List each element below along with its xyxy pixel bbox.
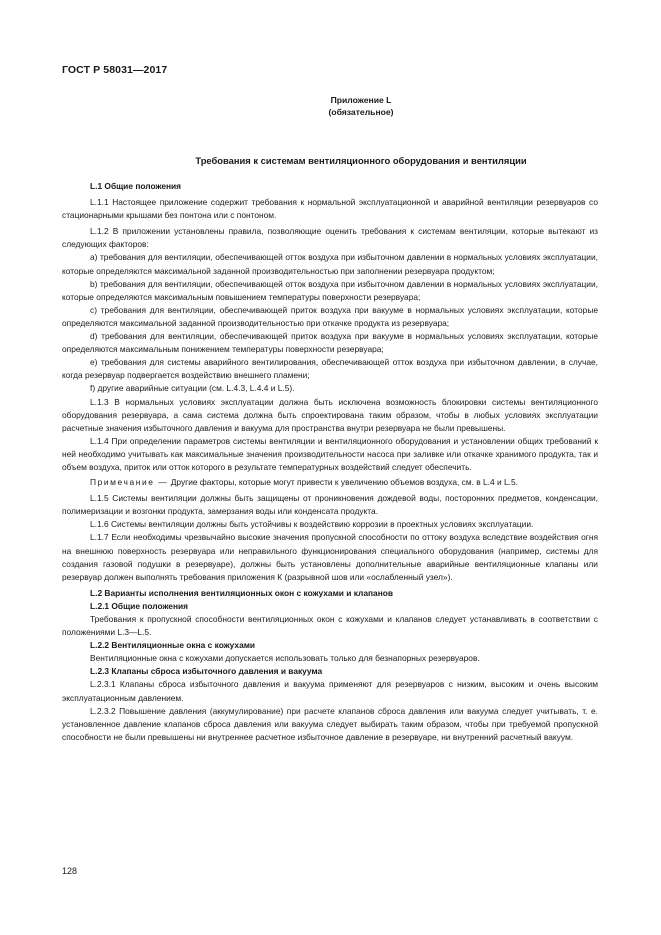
- paragraph-l2-2: Вентиляционные окна с кожухами допускается использовать только для безнапорных резервуаров.: [90, 653, 480, 664]
- paragraph-l2-3-1: L.2.3.1 Клапаны сброса избыточного давления и вакуума применяют для резервуаров с низким, высоким и очень высоким эксплуатационным давлением.: [62, 679, 598, 703]
- standard-header: ГОСТ Р 58031—2017: [62, 64, 168, 76]
- list-item-f: f) другие аварийные ситуации (см. L.4.3, L.4.4 и L.5).: [90, 383, 295, 394]
- note: [62, 476, 598, 489]
- paragraph-l2-3-2: L.2.3.2 Повышение давления (аккумулирование) при расчете клапанов сброса давления или вакуума следует учитывать, т. е. установленное давление клапанов сброса давления или вакуума следует выбирать таким образом, чтобы при требуемой пропускной способности не были превышены ни внутреннее расчетное избыточное давление в резервуаре, ни внутренний расчетный вакуум.: [62, 705, 598, 742]
- list-item-e: е) требования для системы аварийного вентилирования, обеспечивающей отток воздуха при избыточном давлении, в случае, когда резервуар подвергается воздействию внешнего пламени;: [62, 357, 598, 381]
- subsection-heading-l2-1: L.2.1 Общие положения: [90, 600, 189, 611]
- annex-status: (обязательное): [328, 107, 394, 117]
- paragraph-l1-6: L.1.6 Системы вентиляции должны быть устойчивы к воздействию коррозии в проектных условиях эксплуатации.: [90, 519, 534, 530]
- paragraph-l1-7: L.1.7 Если необходимы чрезвычайно высокие значения пропускной способности по оттоку воздуха вследствие воздействия огня на внешнюю поверхность резервуара или неправильного функционирования специального оборудования (например, системы для создания газовой подушки в резервуаре), должны быть установлены дополнительные аварийные вентиляционные клапаны или резервуар должен выполнять требования приложения К (разрывной шов или «ослабленный узел»).: [62, 532, 598, 582]
- note-text: Другие факторы, которые могут привести к увеличению объемов воздуха, см. в L.4 и L.5.: [168, 477, 518, 488]
- annex-main-title: Требования к системам вентиляционного оборудования и вентиляции: [195, 155, 527, 166]
- paragraph-l1-3: L.1.3 В нормальных условиях эксплуатации должна быть исключена возможность блокировки системы вентиляционного оборудования резервуара, а сама система должна быть спроектирована таким образом, чтобы в любых условиях эксплуатации расчетные значения избыточного давления и вакуума для пространства внутри резервуара не были превышены.: [62, 396, 598, 433]
- list-item-a: а) требования для вентиляции, обеспечивающей отток воздуха при избыточном давлении в нормальных условиях эксплуатации, которые определяются максимальной заданной производительностью при заполнении резервуара продуктом;: [62, 252, 598, 276]
- paragraph-l1-2: L.1.2 В приложении установлены правила, позволяющие оценить требования к системам вентиляции, которые вытекают из следующих факторов:: [62, 226, 598, 250]
- paragraph-l1-5: L.1.5 Системы вентиляции должны быть защищены от проникновения дождевой воды, посторонних предметов, конденсации, полимеризации и возгонки продукта, замерзания воды или конденсата продукта.: [62, 493, 598, 517]
- list-item-c: с) требования для вентиляции, обеспечивающей приток воздуха при вакууме в нормальных условиях эксплуатации, которые определяются максимальной заданной производительностью при откачке продукта из резервуара;: [62, 304, 598, 328]
- paragraph-l1-4: L.1.4 При определении параметров системы вентиляции и вентиляционного оборудования и установлении общих требований к ней необходимо учитывать как максимальные значения производительности насоса при заливке или откачке хранимого продукта, так и объем воздуха, приток или отток которого в результате температурных воздействий следует обеспечить.: [62, 435, 598, 472]
- section-heading-l2: L.2 Варианты исполнения вентиляционных окон с кожухами и клапанов: [90, 587, 394, 598]
- annex-title-block: [62, 94, 660, 118]
- paragraph-l2-1: Требования к пропускной способности вентиляционных окон с кожухами и клапанов следует устанавливать в соответствии с положениями L.3—L.5.: [62, 614, 598, 638]
- page-number: 128: [62, 866, 78, 876]
- annex-body: [62, 180, 598, 744]
- annex-title: Приложение L: [330, 95, 392, 105]
- list-item-b: b) требования для вентиляции, обеспечивающей отток воздуха при избыточном давлении в нормальных условиях эксплуатации, которые определяются максимальным повышением температуры поверхности резервуара;: [62, 278, 598, 302]
- section-heading-l1: L.1 Общие положения: [90, 181, 182, 191]
- list-item-d: d) требования для вентиляции, обеспечивающей приток воздуха при вакууме в нормальных условиях эксплуатации, которые определяются максимальным понижением температуры поверхности резервуара;: [62, 331, 598, 355]
- subsection-heading-l2-2: L.2.2 Вентиляционные окна с кожухами: [90, 640, 256, 651]
- note-label: Примечание —: [90, 477, 169, 488]
- paragraph-l1-1: L.1.1 Настоящее приложение содержит требования к нормальной эксплуатационной и аварийной вентиляции резервуаров со стационарными крышами без понтона или с понтоном.: [62, 197, 598, 221]
- subsection-heading-l2-3: L.2.3 Клапаны сброса избыточного давления и вакуума: [90, 666, 323, 677]
